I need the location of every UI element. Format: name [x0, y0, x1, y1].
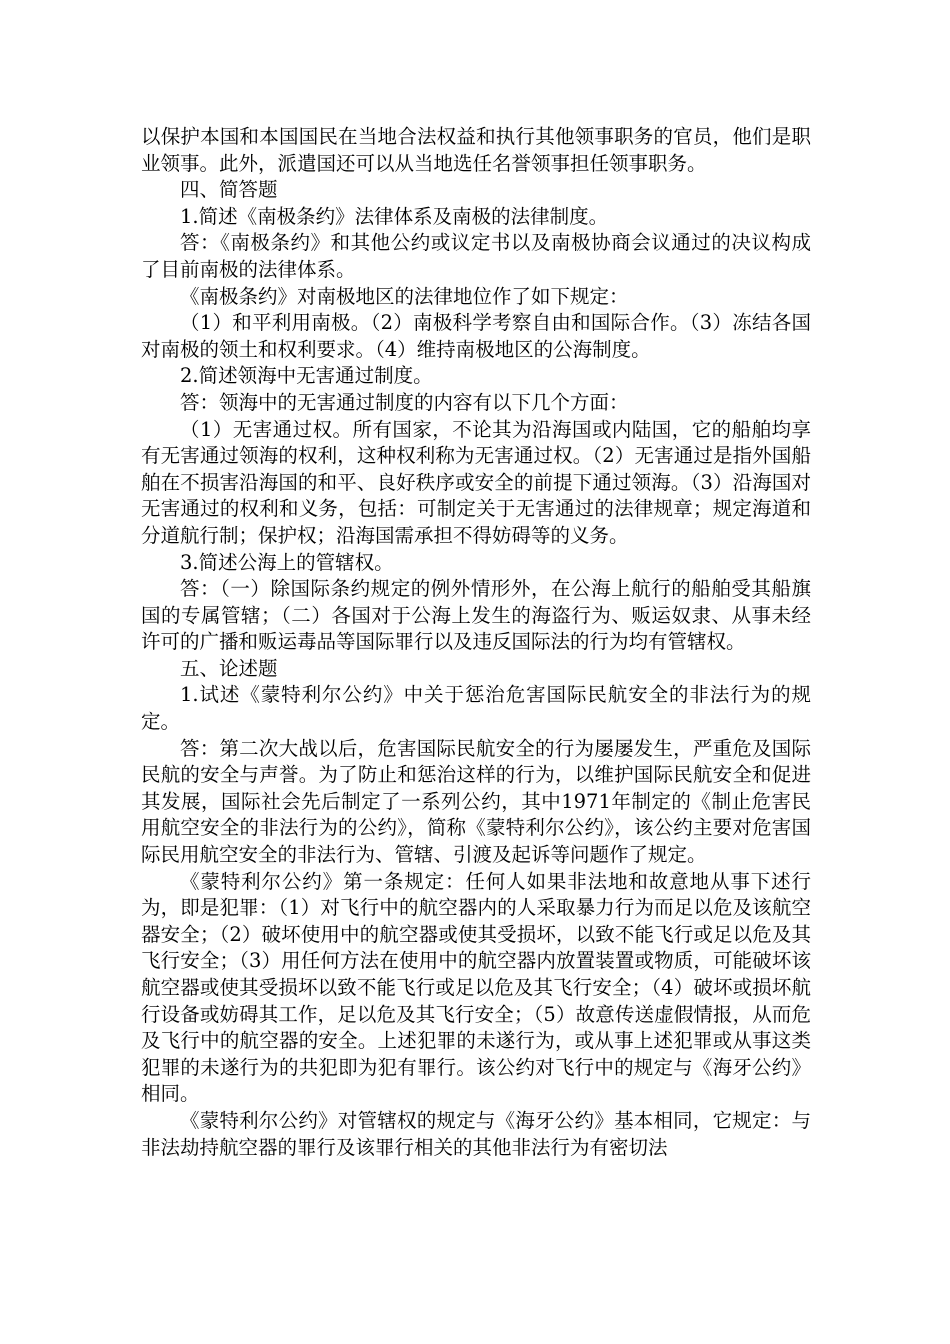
paragraph-montreal-jurisdiction: 《蒙特利尔公约》对管辖权的规定与《海牙公约》基本相同，它规定：与非法劫持航空器的罪行及该罪行相关的其他非法行为有密切法 — [141, 1108, 811, 1159]
paragraph-antarctic-status-intro: 《南极条约》对南极地区的法律地位作了如下规定： — [180, 284, 629, 308]
question-high-seas-jurisdiction: 3.简述公海上的管辖权。 — [180, 550, 394, 574]
question-innocent-passage: 2.简述领海中无害通过制度。 — [180, 364, 433, 388]
paragraph-consul-continuation: 以保护本国和本国国民在当地合法权益和执行其他领事职务的官员，他们是职业领事。此外，派遣国还可以从当地选任名誉领事担任领事职务。 — [141, 125, 811, 175]
answer-high-seas-jurisdiction: 答：（一）除国际条约规定的例外情形外，在公海上航行的船舶受其船旗国的专属管辖；（二）各国对于公海上发生的海盗行为、贩运奴隶、从事未经许可的广播和贩运毒品等国际罪行以及违反国际法的行为均有管辖权。 — [141, 577, 811, 654]
section-heading-short-answer: 四、简答题 — [180, 178, 278, 202]
question-antarctic-treaty: 1.简述《南极条约》法律体系及南极的法律制度。 — [180, 204, 609, 228]
answer-innocent-passage-intro: 答：领海中的无害通过制度的内容有以下几个方面： — [180, 390, 629, 414]
answer-montreal-background: 答：第二次大战以后，危害国际民航安全的行为屡屡发生，严重危及国际民航的安全与声誉。为了防止和惩治这样的行为，以维护国际民航安全和促进其发展，国际社会先后制定了一系列公约，其中1971年制定的《制止危害民用航空安全的非法行为的公约》，简称《蒙特利尔公约》，该公约主要对危害国际民用航空安全的非法行为、管辖、引渡及起诉等问题作了规定。 — [141, 736, 811, 867]
answer-antarctic-legal-system: 答：《南极条约》和其他公约或议定书以及南极协商会议通过的决议构成了目前南极的法律体系。 — [141, 231, 811, 281]
paragraph-montreal-article-one: 《蒙特利尔公约》第一条规定：任何人如果非法地和故意地从事下述行为，即是犯罪：（1）对飞行中的航空器内的人采取暴力行为而足以危及该航空器安全；（2）破坏使用中的航空器或使其受损坏，以致不能飞行或足以危及其飞行安全；（3）用任何方法在使用中的航空器内放置装置或物质，可能破坏该航空器或使其受损坏以致不能飞行或足以危及其飞行安全；（4）破坏或损坏航行设备或妨碍其工作，足以危及其飞行安全；（5）故意传送虚假情报，从而危及飞行中的航空器的安全。上述犯罪的未遂行为，或从事上述犯罪或从事这类犯罪的未遂行为的共犯即为犯有罪行。该公约对飞行中的规定与《海牙公约》相同。 — [141, 869, 811, 1106]
document-body — [141, 124, 811, 1161]
paragraph-innocent-passage-details: （1）无害通过权。所有国家，不论其为沿海国或内陆国，它的船舶均享有无害通过领海的权利，这种权利称为无害通过权。（2）无害通过是指外国船舶在不损害沿海国的和平、良好秩序或安全的前提下通过领海。（3）沿海国对无害通过的权利和义务，包括：可制定关于无害通过的法律规章；规定海道和分道航行制；保护权；沿海国需承担不得妨碍等的义务。 — [141, 417, 811, 547]
question-montreal-convention: 1.试述《蒙特利尔公约》中关于惩治危害国际民航安全的非法行为的规定。 — [141, 683, 811, 734]
paragraph-antarctic-provisions: （1）和平利用南极。（2）南极科学考察自由和国际合作。（3）冻结各国对南极的领土和权利要求。（4）维持南极地区的公海制度。 — [141, 311, 811, 361]
section-heading-essay: 五、论述题 — [180, 656, 278, 680]
